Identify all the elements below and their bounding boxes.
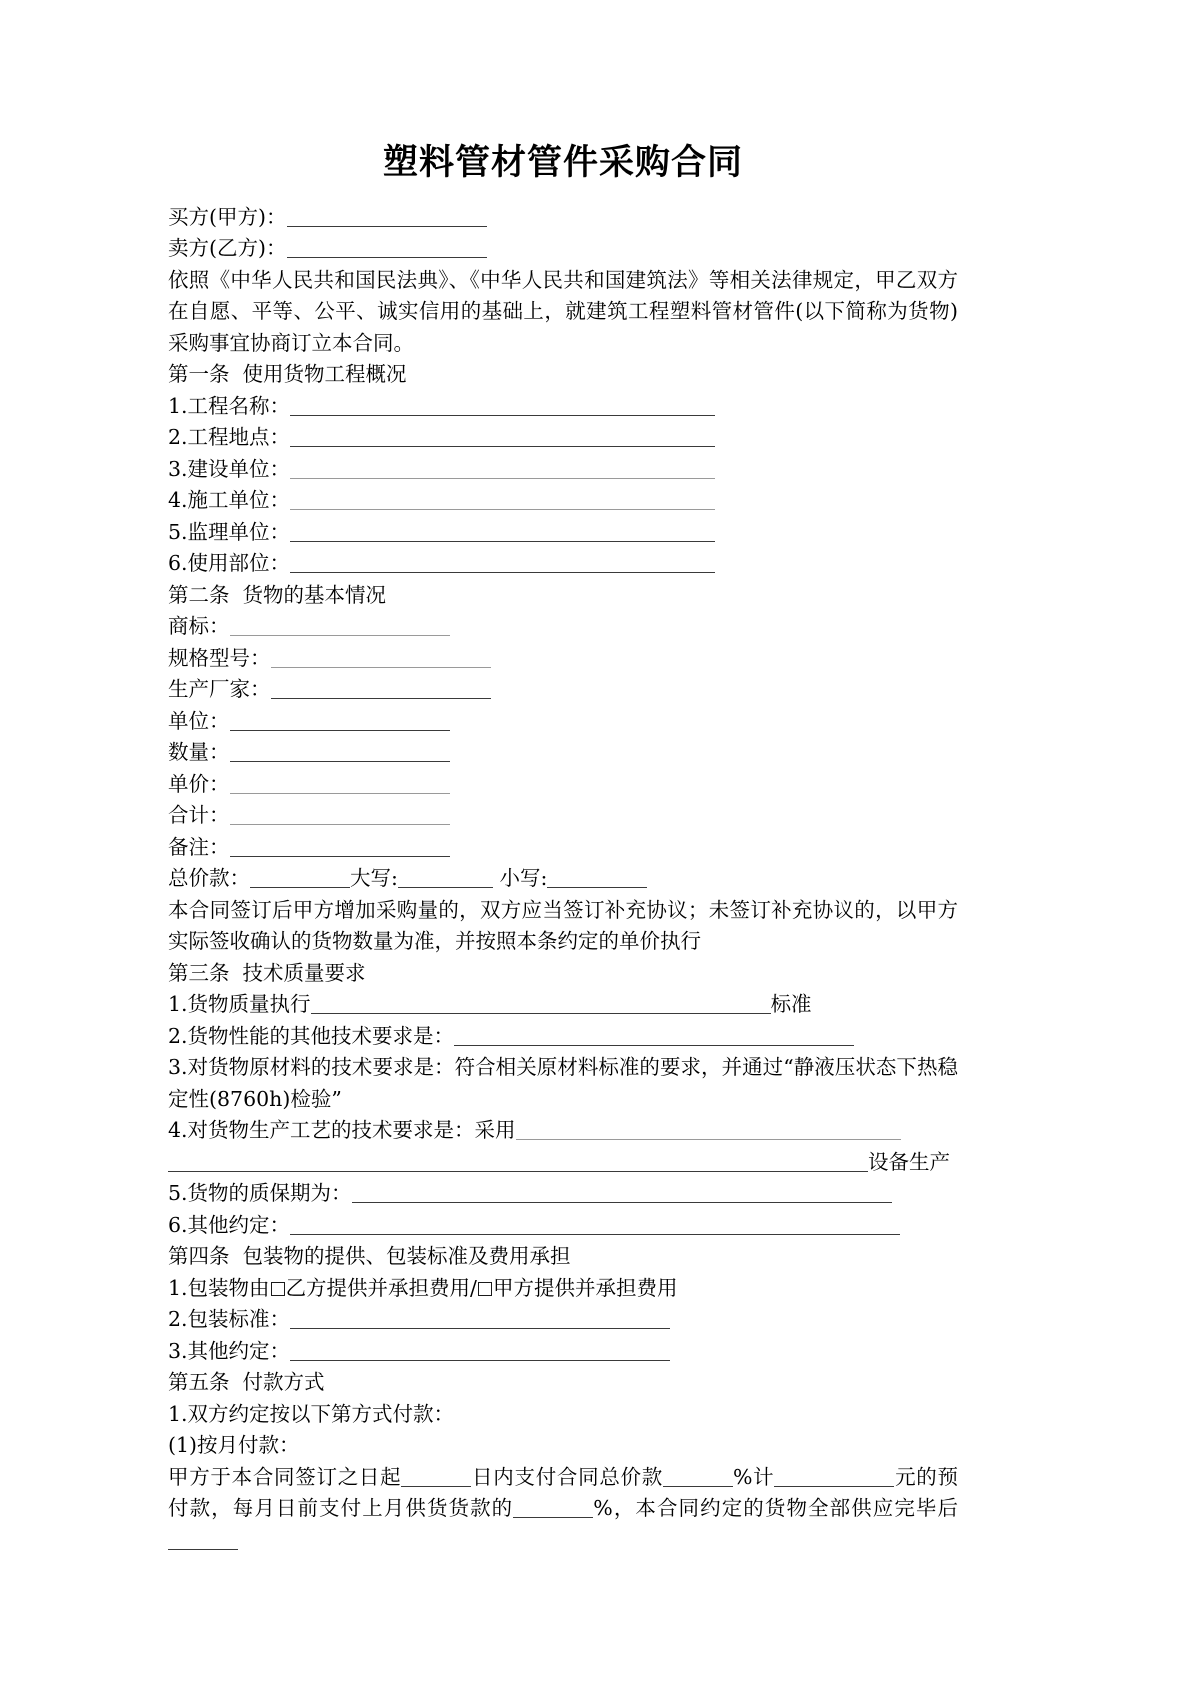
section-4-other-agreement-line [168, 1336, 958, 1368]
production-process-fill-blank-1[interactable] [516, 1119, 901, 1140]
final-payment-fill-blank[interactable] [168, 1529, 238, 1550]
packaging-standard-fill-blank[interactable] [290, 1308, 670, 1329]
subtotal-label: 合计： [168, 803, 230, 827]
quality-standard-prefix: 1.货物质量执行 [168, 992, 311, 1016]
quantity-fill-blank[interactable] [230, 741, 450, 762]
section-2-heading: 第二条 货物的基本情况 [168, 582, 387, 607]
payment-days-fill-blank[interactable] [401, 1466, 471, 1487]
uppercase-amount-fill-blank[interactable] [398, 867, 493, 888]
section-4-other-agreement-fill-blank[interactable] [290, 1340, 670, 1361]
payment-method-intro: 1.双方约定按以下第方式付款： [168, 1401, 455, 1426]
preamble-paragraph: 依照《中华人民共和国民法典》、《中华人民共和国建筑法》等相关法律规定，甲乙双方在自愿、平等、公平、诚实信用的基础上，就建筑工程塑料管材管件(以下简称为货物)采购事宜协商订立本合同。 [168, 267, 958, 355]
payment-term-part-d: 元的预付款，每月日前支付上月供货货款的 [168, 1464, 959, 1520]
seller-party-line [168, 233, 958, 265]
section-2-item-model [168, 643, 958, 675]
construction-unit-label: 3.建设单位： [168, 456, 291, 481]
buyer-party-line [168, 202, 958, 234]
packaging-provider-suffix: 甲方提供并承担费用 [492, 1275, 678, 1300]
contractor-unit-label: 4.施工单位： [168, 488, 291, 512]
quantity-label: 数量： [168, 740, 230, 764]
packaging-standard-prefix: 2.包装标准： [168, 1307, 291, 1331]
warranty-period-line [168, 1178, 958, 1210]
remark-fill-blank[interactable] [230, 836, 450, 857]
buyer-label: 买方(甲方)： [168, 204, 287, 229]
production-process-line [168, 1115, 958, 1147]
unit-label: 单位： [168, 708, 230, 733]
usage-part-fill-blank[interactable] [290, 552, 715, 573]
buyer-fill-blank[interactable] [287, 206, 487, 227]
quality-standard-suffix: 标准 [770, 992, 812, 1016]
unit-fill-blank[interactable] [230, 710, 450, 731]
quality-standard-fill-blank[interactable] [311, 993, 771, 1014]
lowercase-amount-label: 小写: [492, 866, 548, 890]
other-performance-prefix: 2.货物性能的其他技术要求是： [168, 1023, 455, 1048]
uppercase-amount-label: 大写: [350, 866, 398, 890]
project-location-label: 2.工程地点： [168, 425, 291, 449]
checkbox-buyer-provides[interactable] [478, 1282, 492, 1296]
section-1-item-5 [168, 517, 958, 549]
section-4-heading: 第四条 包装物的提供、包装标准及费用承担 [168, 1244, 571, 1268]
trademark-fill-blank[interactable] [230, 615, 450, 636]
section-2-item-manufacturer [168, 674, 958, 706]
subtotal-fill-blank[interactable] [230, 804, 450, 825]
payment-term-part-a: 甲方于本合同签订之日起 [168, 1464, 402, 1489]
packaging-standard-line [168, 1304, 958, 1336]
unit-price-fill-blank[interactable] [230, 773, 450, 794]
trademark-label: 商标： [168, 614, 230, 638]
checkbox-seller-provides[interactable] [271, 1282, 285, 1296]
total-price-fill-blank[interactable] [250, 867, 350, 888]
seller-label: 卖方(乙方)： [168, 236, 287, 260]
section-3-other-agreement-line [168, 1210, 958, 1242]
total-price-label: 总价款： [168, 866, 250, 890]
raw-material-requirement: 3.对货物原材料的技术要求是：符合相关原材料标准的要求，并通过“静液压状态下热稳定性(8760h)检验” [168, 1055, 958, 1111]
section-2-item-unit [168, 706, 958, 738]
lowercase-amount-fill-blank[interactable] [547, 867, 647, 888]
manufacturer-fill-blank[interactable] [271, 678, 491, 699]
contractor-unit-fill-blank[interactable] [290, 489, 715, 510]
section-3-heading: 第三条 技术质量要求 [168, 960, 366, 985]
section-3-other-agreement-prefix: 6.其他约定： [168, 1212, 291, 1237]
supervision-unit-fill-blank[interactable] [290, 521, 715, 542]
warranty-period-prefix: 5.货物的质保期为： [168, 1181, 352, 1205]
total-price-line [168, 863, 958, 895]
section-2-item-trademark [168, 611, 958, 643]
remark-label: 备注： [168, 834, 230, 859]
section-5-heading: 第五条 付款方式 [168, 1370, 325, 1394]
production-process-prefix: 4.对货物生产工艺的技术要求是：采用 [168, 1118, 516, 1142]
section-1-item-2 [168, 422, 958, 454]
section-1-heading: 第一条 使用货物工程概况 [168, 362, 407, 386]
section-1-item-3 [168, 454, 958, 486]
document-body [168, 140, 958, 1556]
usage-part-label: 6.使用部位： [168, 551, 291, 575]
packaging-provider-mid: 乙方提供并承担费用/ [285, 1275, 477, 1300]
page-title: 塑料管材管件采购合同 [382, 142, 743, 183]
monthly-payment-terms [168, 1462, 958, 1557]
section-4-other-agreement-prefix: 3.其他约定： [168, 1338, 291, 1363]
other-performance-fill-blank[interactable] [454, 1025, 854, 1046]
production-process-fill-blank-2[interactable] [168, 1151, 868, 1172]
section-3-other-agreement-fill-blank[interactable] [290, 1214, 900, 1235]
monthly-payment-option: (1)按月付款： [168, 1433, 300, 1457]
unit-price-label: 单价： [168, 771, 230, 796]
production-process-suffix: 设备生产 [868, 1149, 950, 1174]
payment-term-part-e: %，本合同约定的货物全部供应完毕后 [593, 1496, 959, 1520]
production-process-line-2 [168, 1147, 958, 1179]
project-location-fill-blank[interactable] [290, 426, 715, 447]
supplementary-agreement-note: 本合同签订后甲方增加采购量的，双方应当签订补充协议；未签订补充协议的，以甲方实际签收确认的货物数量为准，并按照本条约定的单价执行 [168, 897, 958, 953]
section-2-item-quantity [168, 737, 958, 769]
section-1-item-1 [168, 391, 958, 423]
manufacturer-label: 生产厂家： [168, 677, 271, 701]
project-name-label: 1.工程名称： [168, 393, 291, 418]
model-label: 规格型号： [168, 645, 271, 670]
monthly-percent-fill-blank[interactable] [513, 1497, 593, 1518]
section-2-item-unitprice [168, 769, 958, 801]
section-2-item-subtotal [168, 800, 958, 832]
packaging-provider-prefix: 1.包装物由 [168, 1275, 270, 1300]
section-1-item-6 [168, 548, 958, 580]
seller-fill-blank[interactable] [287, 237, 487, 258]
supervision-unit-label: 5.监理单位： [168, 519, 291, 544]
payment-term-part-c: %计 [732, 1464, 775, 1489]
warranty-period-fill-blank[interactable] [352, 1182, 892, 1203]
other-performance-line [168, 1021, 958, 1053]
construction-unit-fill-blank[interactable] [290, 458, 715, 479]
section-1-item-4 [168, 485, 958, 517]
section-2-item-remark [168, 832, 958, 864]
quality-standard-line [168, 989, 958, 1021]
payment-term-part-b: 日内支付合同总价款 [471, 1464, 663, 1489]
payment-percent-fill-blank[interactable] [663, 1466, 733, 1487]
packaging-provider-line [168, 1273, 958, 1305]
payment-amount-fill-blank[interactable] [774, 1466, 894, 1487]
project-name-fill-blank[interactable] [290, 395, 715, 416]
model-fill-blank[interactable] [271, 647, 491, 668]
